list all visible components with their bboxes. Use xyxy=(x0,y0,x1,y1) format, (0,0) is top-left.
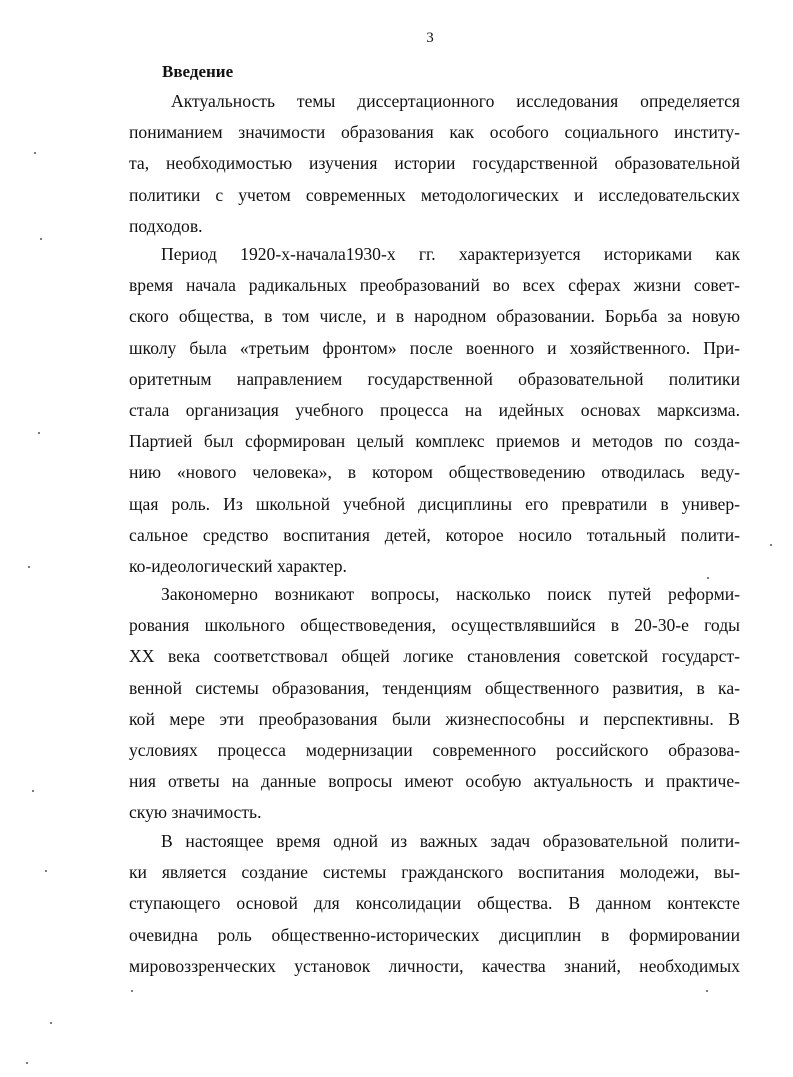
scan-speck xyxy=(38,432,40,434)
text-line: кой мере эти преобразования были жизнеспособны и перспективны. В xyxy=(129,708,740,729)
scan-speck xyxy=(34,152,36,154)
text-line: сальное средство воспитания детей, которое носило тотальный полити- xyxy=(129,524,740,545)
text-line: оритетным направлением государственной образовательной политики xyxy=(129,368,740,389)
text-line: пониманием значимости образования как особого социального институ- xyxy=(129,122,740,143)
scan-speck xyxy=(32,790,34,792)
scan-speck xyxy=(26,1062,28,1064)
text-line: мировоззренческих установок личности, качества знаний, необходимых xyxy=(129,955,740,976)
text-line: Закономерно возникают вопросы, насколько поиск путей реформи- xyxy=(161,584,740,604)
text-line: ского общества, в том числе, и в народном образовании. Борьба за новую xyxy=(129,306,740,327)
section-heading: Введение xyxy=(162,62,234,81)
scan-speck xyxy=(770,544,772,546)
text-line: ния ответы на данные вопросы имеют особую актуальность и практиче- xyxy=(129,771,740,792)
scan-speck xyxy=(40,238,42,240)
scan-speck xyxy=(706,990,708,992)
paragraph-1 xyxy=(129,86,740,242)
text-line: рования школьного обществоведения, осуществлявшийся в 20-30-е годы xyxy=(129,615,740,636)
text-line: ко-идеологический характер. xyxy=(129,555,347,576)
text-line: очевидна роль общественно-исторических дисциплин в формировании xyxy=(129,924,740,945)
text-line: скую значимость. xyxy=(129,802,262,823)
text-line: ступающего основой для консолидации общества. В данном контексте xyxy=(129,893,740,914)
scan-speck xyxy=(131,990,133,992)
text-line: политики с учетом современных методологических и исследовательских xyxy=(129,184,740,205)
scan-speck xyxy=(45,870,47,872)
text-line: В настоящее время одной из важных задач образовательной полити- xyxy=(161,831,740,851)
text-line: нию «нового человека», в котором обществоведению отводилась веду- xyxy=(129,462,740,483)
text-line: школу была «третьим фронтом» после военного и хозяйственного. При- xyxy=(129,337,740,358)
scan-speck xyxy=(707,577,709,579)
text-line: подходов. xyxy=(129,215,203,236)
text-line: стала организация учебного процесса на идейных основах марксизма. xyxy=(129,399,740,420)
page-number: 3 xyxy=(426,30,434,46)
text-line: та, необходимостью изучения истории государственной образовательной xyxy=(129,153,740,174)
scan-speck xyxy=(28,566,30,568)
text-line: щая роль. Из школьной учебной дисциплины его превратили в универ- xyxy=(129,493,740,514)
scan-speck xyxy=(50,1022,52,1024)
text-line: Период 1920-х-начала1930-х гг. характеризуется историками как xyxy=(161,244,740,264)
text-line: венной системы образования, тенденциям общественного развития, в ка- xyxy=(129,677,740,698)
paragraph-4 xyxy=(129,826,740,982)
text-line: Партией был сформирован целый комплекс приемов и методов по созда- xyxy=(129,431,740,452)
text-line: ки является создание системы гражданского воспитания молодежи, вы- xyxy=(129,862,740,883)
text-line: время начала радикальных преобразований во всех сферах жизни совет- xyxy=(129,275,740,296)
paragraph-3 xyxy=(129,579,740,829)
text-line: XX века соответствовал общей логике становления советской государст- xyxy=(129,646,740,667)
text-line: Актуальность темы диссертационного исследования определяется xyxy=(171,91,740,111)
text-line: условиях процесса модернизации современного российского образова- xyxy=(129,739,740,760)
paragraph-2 xyxy=(129,239,740,582)
